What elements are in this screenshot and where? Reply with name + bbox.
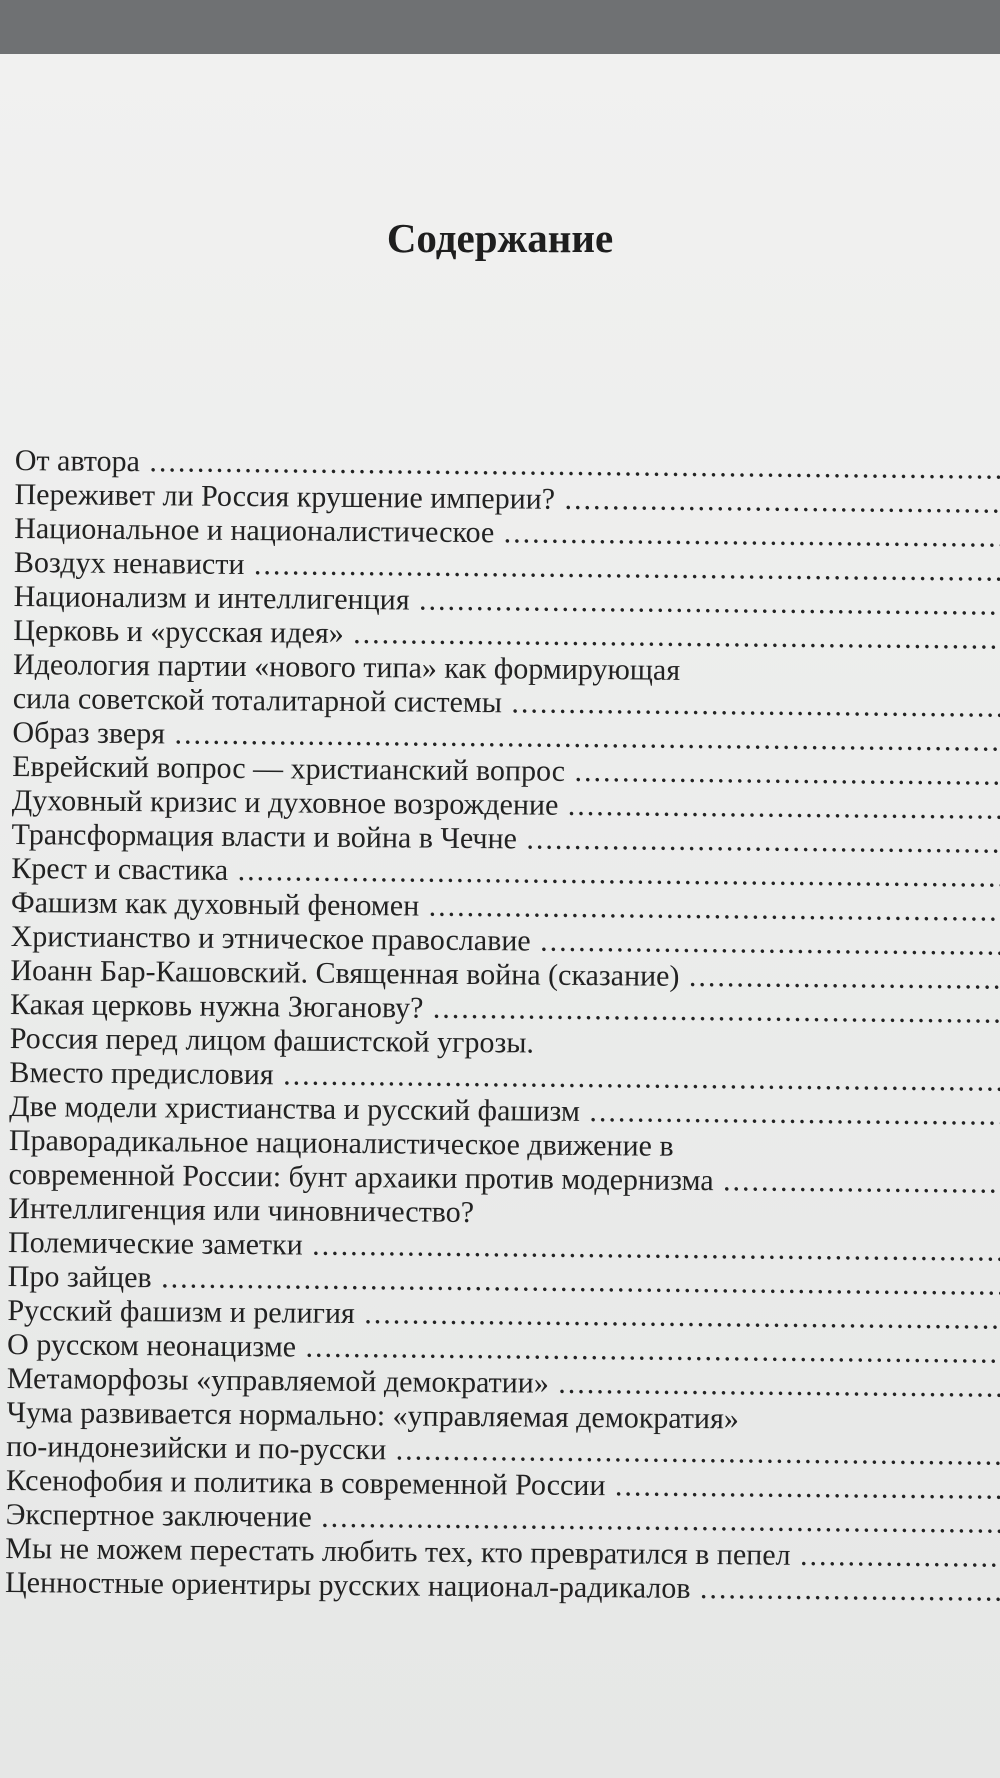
toc-line-text: Идеология партии «нового типа» как формирующая (12, 647, 681, 687)
toc-line-text: От автора (14, 444, 141, 479)
toc-line-text: современной России: бунт архаики против модернизма (8, 1157, 714, 1198)
toc-line-text: Трансформация власти и война в Чечне (11, 817, 518, 856)
toc-line-text: Национализм и интеллигенция (13, 579, 410, 617)
toc-line-text: Духовный кризис и духовное возрождение (11, 783, 559, 822)
toc-line-text: Метаморфозы «управляемой демократии» (6, 1361, 549, 1400)
toc-line-text: Вместо предисловия (9, 1055, 274, 1092)
toc-line-text: Полемические заметки (7, 1225, 303, 1262)
toc-line-text: Ценностные ориентиры русских национал-радикалов (4, 1565, 691, 1605)
toc-line-text: Фашизм как духовный феномен (10, 885, 420, 923)
table-of-contents (5, 444, 1000, 1609)
toc-line-text: Иоанн Бар-Кашовский. Священная война (сказание) (10, 953, 680, 993)
toc-line-text: Русский фашизм и религия (7, 1293, 355, 1330)
toc-line-text: по-индонезийски и по-русски (6, 1429, 387, 1467)
toc-line-text: Россия перед лицом фашистской угрозы. (9, 1021, 535, 1060)
toc-line-text: Христианство и этническое православие (10, 919, 531, 958)
toc-line-text: Праворадикальное националистическое движение в (8, 1123, 674, 1163)
toc-line-text: Крест и свастика (11, 851, 229, 887)
toc-line-text: Какая церковь нужна Зюганову? (9, 987, 424, 1025)
toc-line-text: Переживет ли Россия крушение империи? (14, 477, 556, 516)
toc-line-text: Интеллигенция или чиновничество? (8, 1191, 475, 1230)
toc-line (5, 1566, 1000, 1609)
toc-line-text: Экспертное заключение (5, 1497, 312, 1534)
toc-line-text: О русском неонацизме (6, 1327, 297, 1364)
toc-line-text: Чума развивается нормально: «управляемая демократия» (6, 1395, 740, 1436)
toc-line-text: Две модели христианства и русский фашизм (9, 1089, 581, 1128)
toc-line-text: Еврейский вопрос — христианский вопрос (12, 749, 566, 788)
toc-line-text: Про зайцев (7, 1259, 152, 1295)
toc-line-text: Церковь и «русская идея» (13, 613, 344, 650)
toc-line-text: Воздух ненависти (13, 545, 245, 582)
book-page (0, 54, 1000, 1778)
page-title: Содержание (386, 215, 614, 261)
toc-line-text: сила советской тоталитарной системы (12, 681, 503, 720)
toc-line-text: Национальное и националистическое (14, 511, 495, 550)
toc-line-text: Образ зверя (12, 715, 166, 751)
toc-line-text: Ксенофобия и политика в современной России (5, 1463, 606, 1503)
toc-line-text: Мы не можем перестать любить тех, кто превратился в пепел (5, 1531, 791, 1572)
